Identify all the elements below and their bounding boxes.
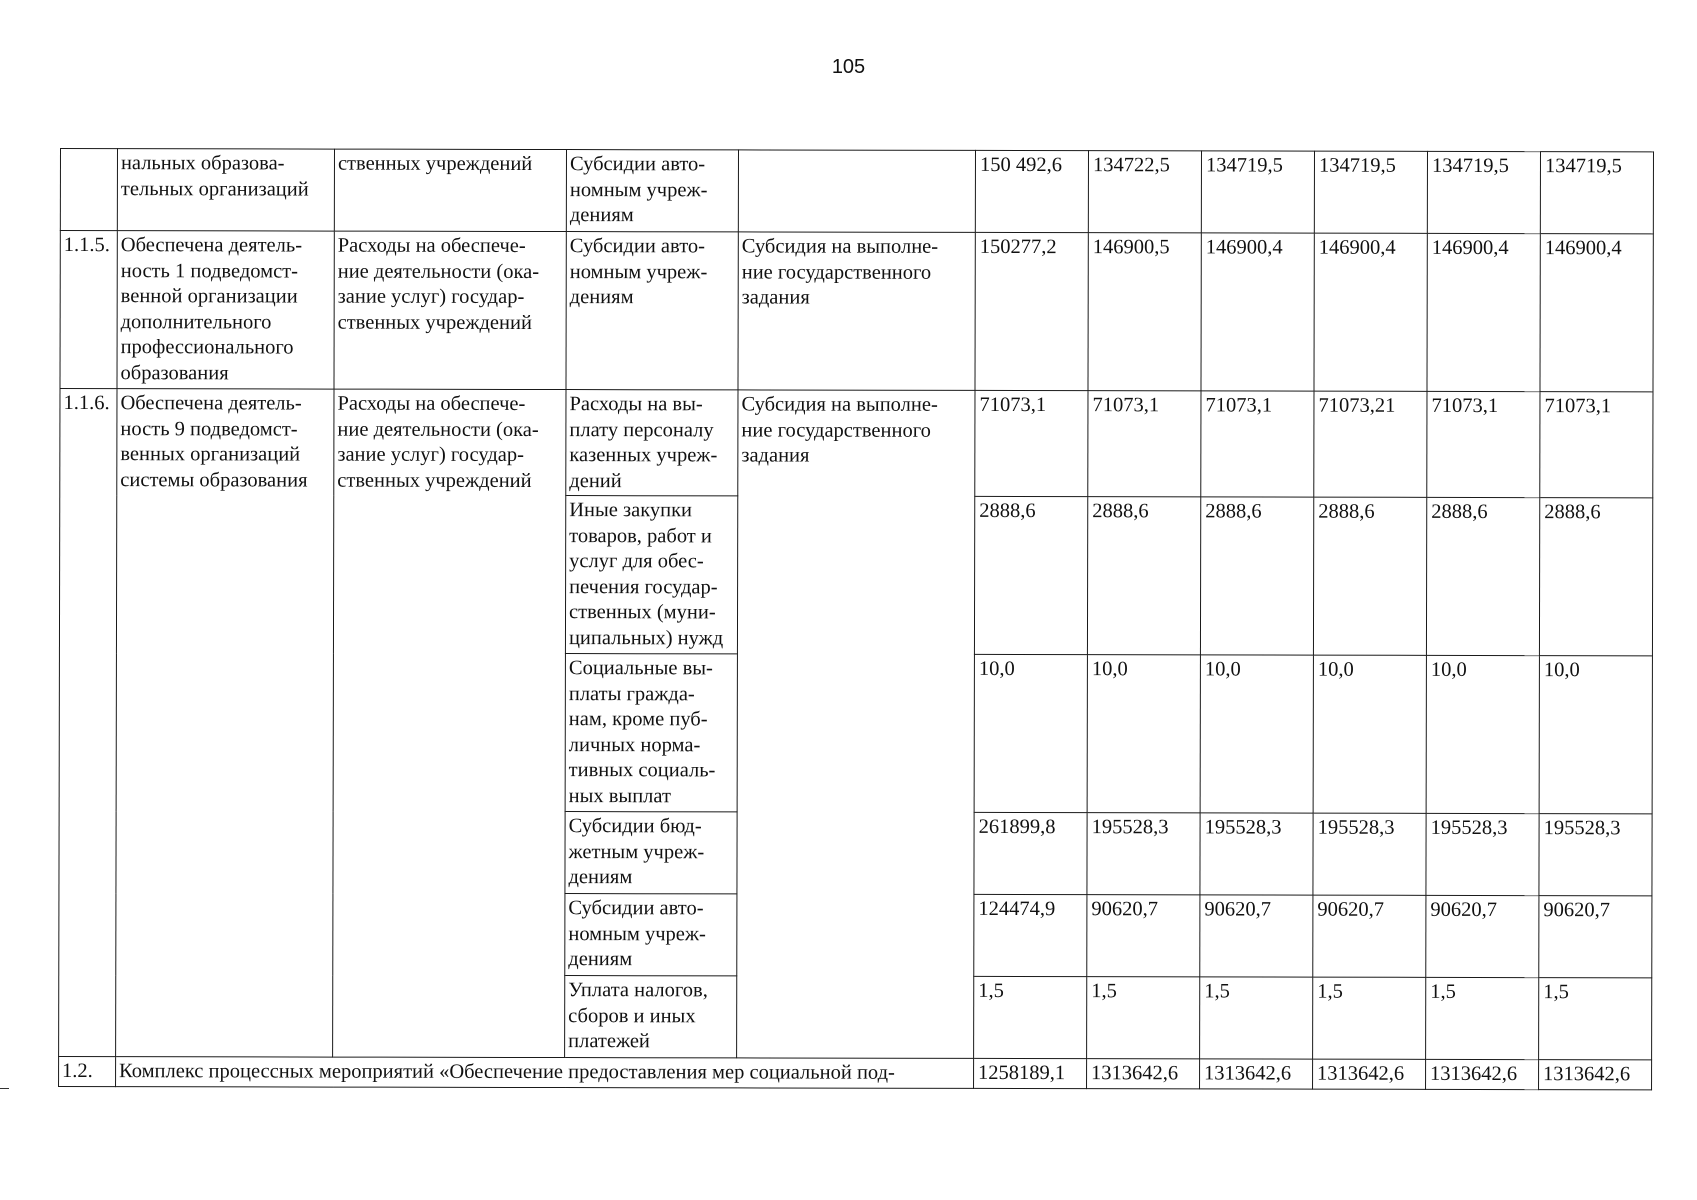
value-cell: 71073,1 [1088, 391, 1201, 497]
value-cell: 1313642,6 [1426, 1059, 1539, 1089]
table-row [59, 1056, 1652, 1089]
value-cell: 10,0 [1539, 656, 1652, 814]
row-index-cell: 1.1.5. [60, 231, 117, 389]
value-cell: 150 492,6 [975, 150, 1088, 232]
value-cell: 1,5 [974, 976, 1087, 1058]
value-cell: 1313642,6 [1313, 1059, 1426, 1089]
value-cell: 1,5 [1087, 977, 1200, 1059]
value-cell: 1,5 [1539, 978, 1652, 1060]
value-cell: 10,0 [1313, 655, 1426, 813]
value-cell: 90620,7 [1200, 895, 1313, 977]
value-cell: 90620,7 [1539, 896, 1652, 978]
row-index-cell [60, 149, 117, 231]
page-number: 105 [831, 56, 866, 78]
budget-table [58, 148, 1654, 1090]
value-cell: 134719,5 [1314, 151, 1427, 233]
value-cell: 2888,6 [1200, 497, 1313, 655]
value-cell: 150277,2 [975, 232, 1088, 390]
value-cell: 1,5 [1313, 977, 1426, 1059]
value-cell: 124474,9 [974, 894, 1087, 976]
value-cell: 146900,4 [1427, 233, 1540, 391]
value-cell: 10,0 [1200, 655, 1313, 813]
value-cell: 261899,8 [974, 812, 1087, 894]
value-cell: 1313642,6 [1087, 1059, 1200, 1089]
value-cell: 134719,5 [1201, 151, 1314, 233]
value-cell: 71073,1 [1427, 391, 1540, 497]
table-row [60, 149, 1653, 234]
result-name-cell: Обеспечена деятель- ность 1 подведомст- венной организации дополнительного профессионального образования [117, 231, 334, 389]
value-cell: 90620,7 [1087, 895, 1200, 977]
purpose-cell [738, 150, 975, 232]
value-cell: 1313642,6 [1539, 1060, 1652, 1090]
expense-direction-cell: ственных учреждений [334, 149, 566, 231]
value-cell: 134719,5 [1427, 151, 1540, 233]
value-cell: 1,5 [1200, 977, 1313, 1059]
value-cell: 2888,6 [974, 496, 1087, 654]
value-cell: 71073,1 [1201, 391, 1314, 497]
row-index-cell: 1.2. [59, 1056, 116, 1086]
value-cell: 2888,6 [1539, 498, 1652, 656]
result-name-cell: нальных образова- тельных организаций [117, 149, 334, 231]
table-row [60, 389, 1653, 498]
value-cell: 195528,3 [1200, 813, 1313, 895]
value-cell: 146900,4 [1201, 233, 1314, 391]
result-name-cell: Комплекс процессных мероприятий «Обеспечение предоставления мер социальной под- [116, 1057, 974, 1089]
result-name-cell: Обеспечена деятель- ность 9 подведомст- венных организаций системы образования [116, 389, 334, 1057]
value-cell: 71073,1 [1540, 392, 1653, 498]
value-cell: 195528,3 [1087, 813, 1200, 895]
value-cell: 71073,1 [975, 390, 1088, 496]
value-cell: 2888,6 [1426, 497, 1539, 655]
value-cell: 10,0 [1087, 655, 1200, 813]
value-cell: 10,0 [1426, 655, 1539, 813]
value-cell: 195528,3 [1426, 813, 1539, 895]
value-cell: 195528,3 [1313, 813, 1426, 895]
value-cell: 2888,6 [1313, 497, 1426, 655]
value-cell: 90620,7 [1426, 895, 1539, 977]
purpose-cell: Субсидия на выполне- ние государственного задания [737, 390, 975, 1058]
value-cell: 1313642,6 [1200, 1059, 1313, 1089]
expense-type-cell: Субсидии авто- номным учреж- дениям [565, 894, 737, 976]
scan-edge-mark [0, 1088, 9, 1089]
purpose-cell: Субсидия на выполне- ние государственного задания [738, 232, 975, 390]
value-cell: 1,5 [1426, 977, 1539, 1059]
row-index-cell: 1.1.6. [59, 389, 117, 1057]
expense-direction-cell: Расходы на обеспече- ние деятельности (ока- зание услуг) государ- ственных учреждений [334, 231, 566, 389]
value-cell: 90620,7 [1313, 895, 1426, 977]
expense-type-cell: Социальные вы- платы гражда- нам, кроме пуб- личных норма- тивных социаль- ных выплат [565, 654, 737, 812]
value-cell: 195528,3 [1539, 814, 1652, 896]
value-cell: 134722,5 [1088, 151, 1201, 233]
expense-type-cell: Расходы на вы- плату персоналу казенных учреж- дений [566, 390, 738, 496]
expense-type-cell: Уплата налогов, сборов и иных платежей [565, 976, 737, 1058]
value-cell: 146900,5 [1088, 233, 1201, 391]
value-cell: 2888,6 [1087, 497, 1200, 655]
table-row [60, 231, 1653, 392]
expense-type-cell: Субсидии авто- номным учреж- дениям [566, 150, 738, 232]
value-cell: 134719,5 [1540, 152, 1653, 234]
expense-direction-cell: Расходы на обеспече- ние деятельности (ока- зание услуг) государ- ственных учреждений [333, 389, 566, 1057]
expense-type-cell: Субсидии авто- номным учреж- дениям [566, 232, 738, 390]
value-cell: 146900,4 [1540, 234, 1653, 392]
value-cell: 1258189,1 [974, 1058, 1087, 1088]
value-cell: 146900,4 [1314, 233, 1427, 391]
value-cell: 71073,21 [1314, 391, 1427, 497]
expense-type-cell: Иные закупки товаров, работ и услуг для обес- печения государ- ственных (муни- ципальных) нужд [565, 496, 737, 654]
value-cell: 10,0 [974, 654, 1087, 812]
expense-type-cell: Субсидии бюд- жетным учреж- дениям [565, 812, 737, 894]
